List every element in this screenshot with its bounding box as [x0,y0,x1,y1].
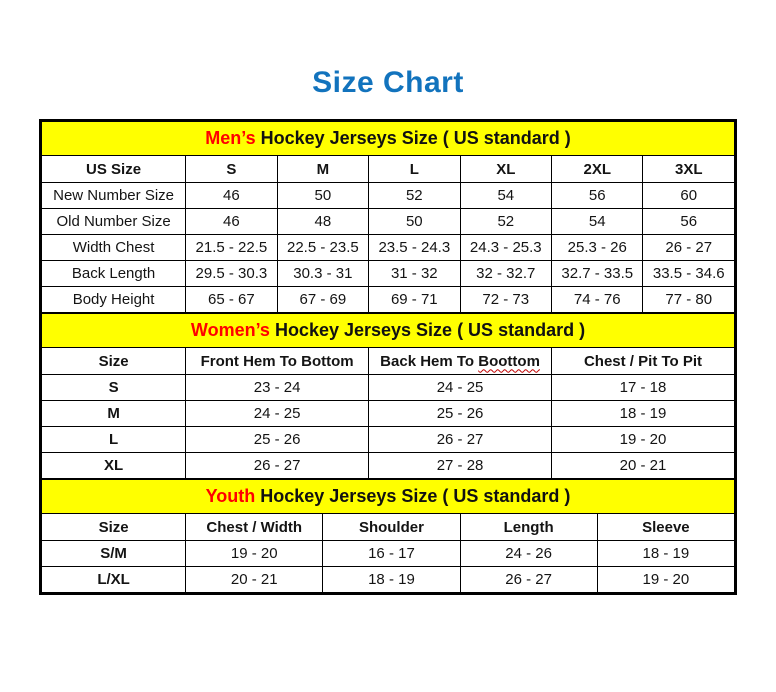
row-label: New Number Size [42,183,186,209]
table-row [42,235,735,261]
size-value: 50 [277,183,368,209]
size-value: 19 - 20 [597,567,734,593]
size-value: 48 [277,209,368,235]
column-header: Chest / Width [186,514,323,541]
womens-section-title [42,314,735,348]
size-value: 31 - 32 [369,261,460,287]
size-value: 18 - 19 [597,541,734,567]
size-value: 69 - 71 [369,287,460,313]
size-value: 20 - 21 [186,567,323,593]
size-value: 18 - 19 [552,401,735,427]
size-value: 20 - 21 [552,453,735,479]
table-row [42,261,735,287]
size-value: 26 - 27 [643,235,735,261]
youth-size-table [41,479,735,593]
size-value: 72 - 73 [460,287,551,313]
size-value: 24 - 25 [369,375,552,401]
size-value: 30.3 - 31 [277,261,368,287]
table-row [42,209,735,235]
column-header: XL [460,156,551,183]
size-value: 60 [643,183,735,209]
table-row [42,453,735,479]
size-value: 67 - 69 [277,287,368,313]
youth-header-row [42,514,735,541]
size-value: 26 - 27 [369,427,552,453]
table-row [42,375,735,401]
table-row [42,287,735,313]
size-value: 23 - 24 [186,375,369,401]
section-title-highlight: Youth [205,486,256,506]
size-value: 56 [643,209,735,235]
section-title-text: Hockey Jerseys Size ( US standard ) [255,486,571,506]
row-label: L [42,427,186,453]
column-header: 3XL [643,156,735,183]
column-header: Chest / Pit To Pit [552,348,735,375]
size-value: 25 - 26 [369,401,552,427]
row-label: L/XL [42,567,186,593]
column-header: Sleeve [597,514,734,541]
size-value: 25.3 - 26 [552,235,643,261]
row-label: Back Length [42,261,186,287]
womens-size-table [41,313,735,479]
size-value: 27 - 28 [369,453,552,479]
womens-section-band [42,314,735,348]
row-label: Old Number Size [42,209,186,235]
table-row [42,541,735,567]
column-header: S [186,156,277,183]
column-header: Shoulder [323,514,460,541]
column-header: Size [42,514,186,541]
size-value: 46 [186,183,277,209]
size-value: 52 [369,183,460,209]
table-row [42,427,735,453]
section-title-highlight: Men’s [205,128,256,148]
table-row [42,183,735,209]
size-value: 17 - 18 [552,375,735,401]
size-chart-frame [39,119,737,595]
size-value: 32.7 - 33.5 [552,261,643,287]
mens-section-band [42,122,735,156]
mens-header-row [42,156,735,183]
size-value: 24 - 26 [460,541,597,567]
size-value: 32 - 32.7 [460,261,551,287]
row-label: XL [42,453,186,479]
size-value: 19 - 20 [552,427,735,453]
page-title: Size Chart [312,66,464,99]
size-value: 24 - 25 [186,401,369,427]
mens-section-title [42,122,735,156]
size-value: 54 [460,183,551,209]
column-header: Front Hem To Bottom [186,348,369,375]
size-value: 21.5 - 22.5 [186,235,277,261]
column-header: 2XL [552,156,643,183]
column-header: M [277,156,368,183]
column-header: Size [42,348,186,375]
size-value: 33.5 - 34.6 [643,261,735,287]
size-value: 26 - 27 [460,567,597,593]
size-value: 50 [369,209,460,235]
size-value: 77 - 80 [643,287,735,313]
size-value: 56 [552,183,643,209]
row-label: M [42,401,186,427]
section-title-highlight: Women’s [190,320,270,340]
row-label: Width Chest [42,235,186,261]
size-value: 23.5 - 24.3 [369,235,460,261]
size-value: 74 - 76 [552,287,643,313]
size-value: 54 [552,209,643,235]
size-value: 18 - 19 [323,567,460,593]
youth-section-band [42,480,735,514]
size-value: 25 - 26 [186,427,369,453]
column-header: Length [460,514,597,541]
size-value: 19 - 20 [186,541,323,567]
size-value: 52 [460,209,551,235]
size-value: 46 [186,209,277,235]
row-label: S [42,375,186,401]
section-title-text: Hockey Jerseys Size ( US standard ) [255,128,571,148]
column-header: Back Hem To Boottom [369,348,552,375]
row-label: Body Height [42,287,186,313]
size-value: 29.5 - 30.3 [186,261,277,287]
table-row [42,401,735,427]
size-value: 26 - 27 [186,453,369,479]
womens-header-row [42,348,735,375]
column-header: L [369,156,460,183]
mens-size-table [41,121,735,313]
row-label: S/M [42,541,186,567]
size-value: 16 - 17 [323,541,460,567]
column-header: US Size [42,156,186,183]
section-title-text: Hockey Jerseys Size ( US standard ) [269,320,586,340]
size-value: 24.3 - 25.3 [460,235,551,261]
misspelled-word: Boottom [478,352,540,370]
size-value: 65 - 67 [186,287,277,313]
youth-section-title [42,480,735,514]
table-row [42,567,735,593]
size-value: 22.5 - 23.5 [277,235,368,261]
